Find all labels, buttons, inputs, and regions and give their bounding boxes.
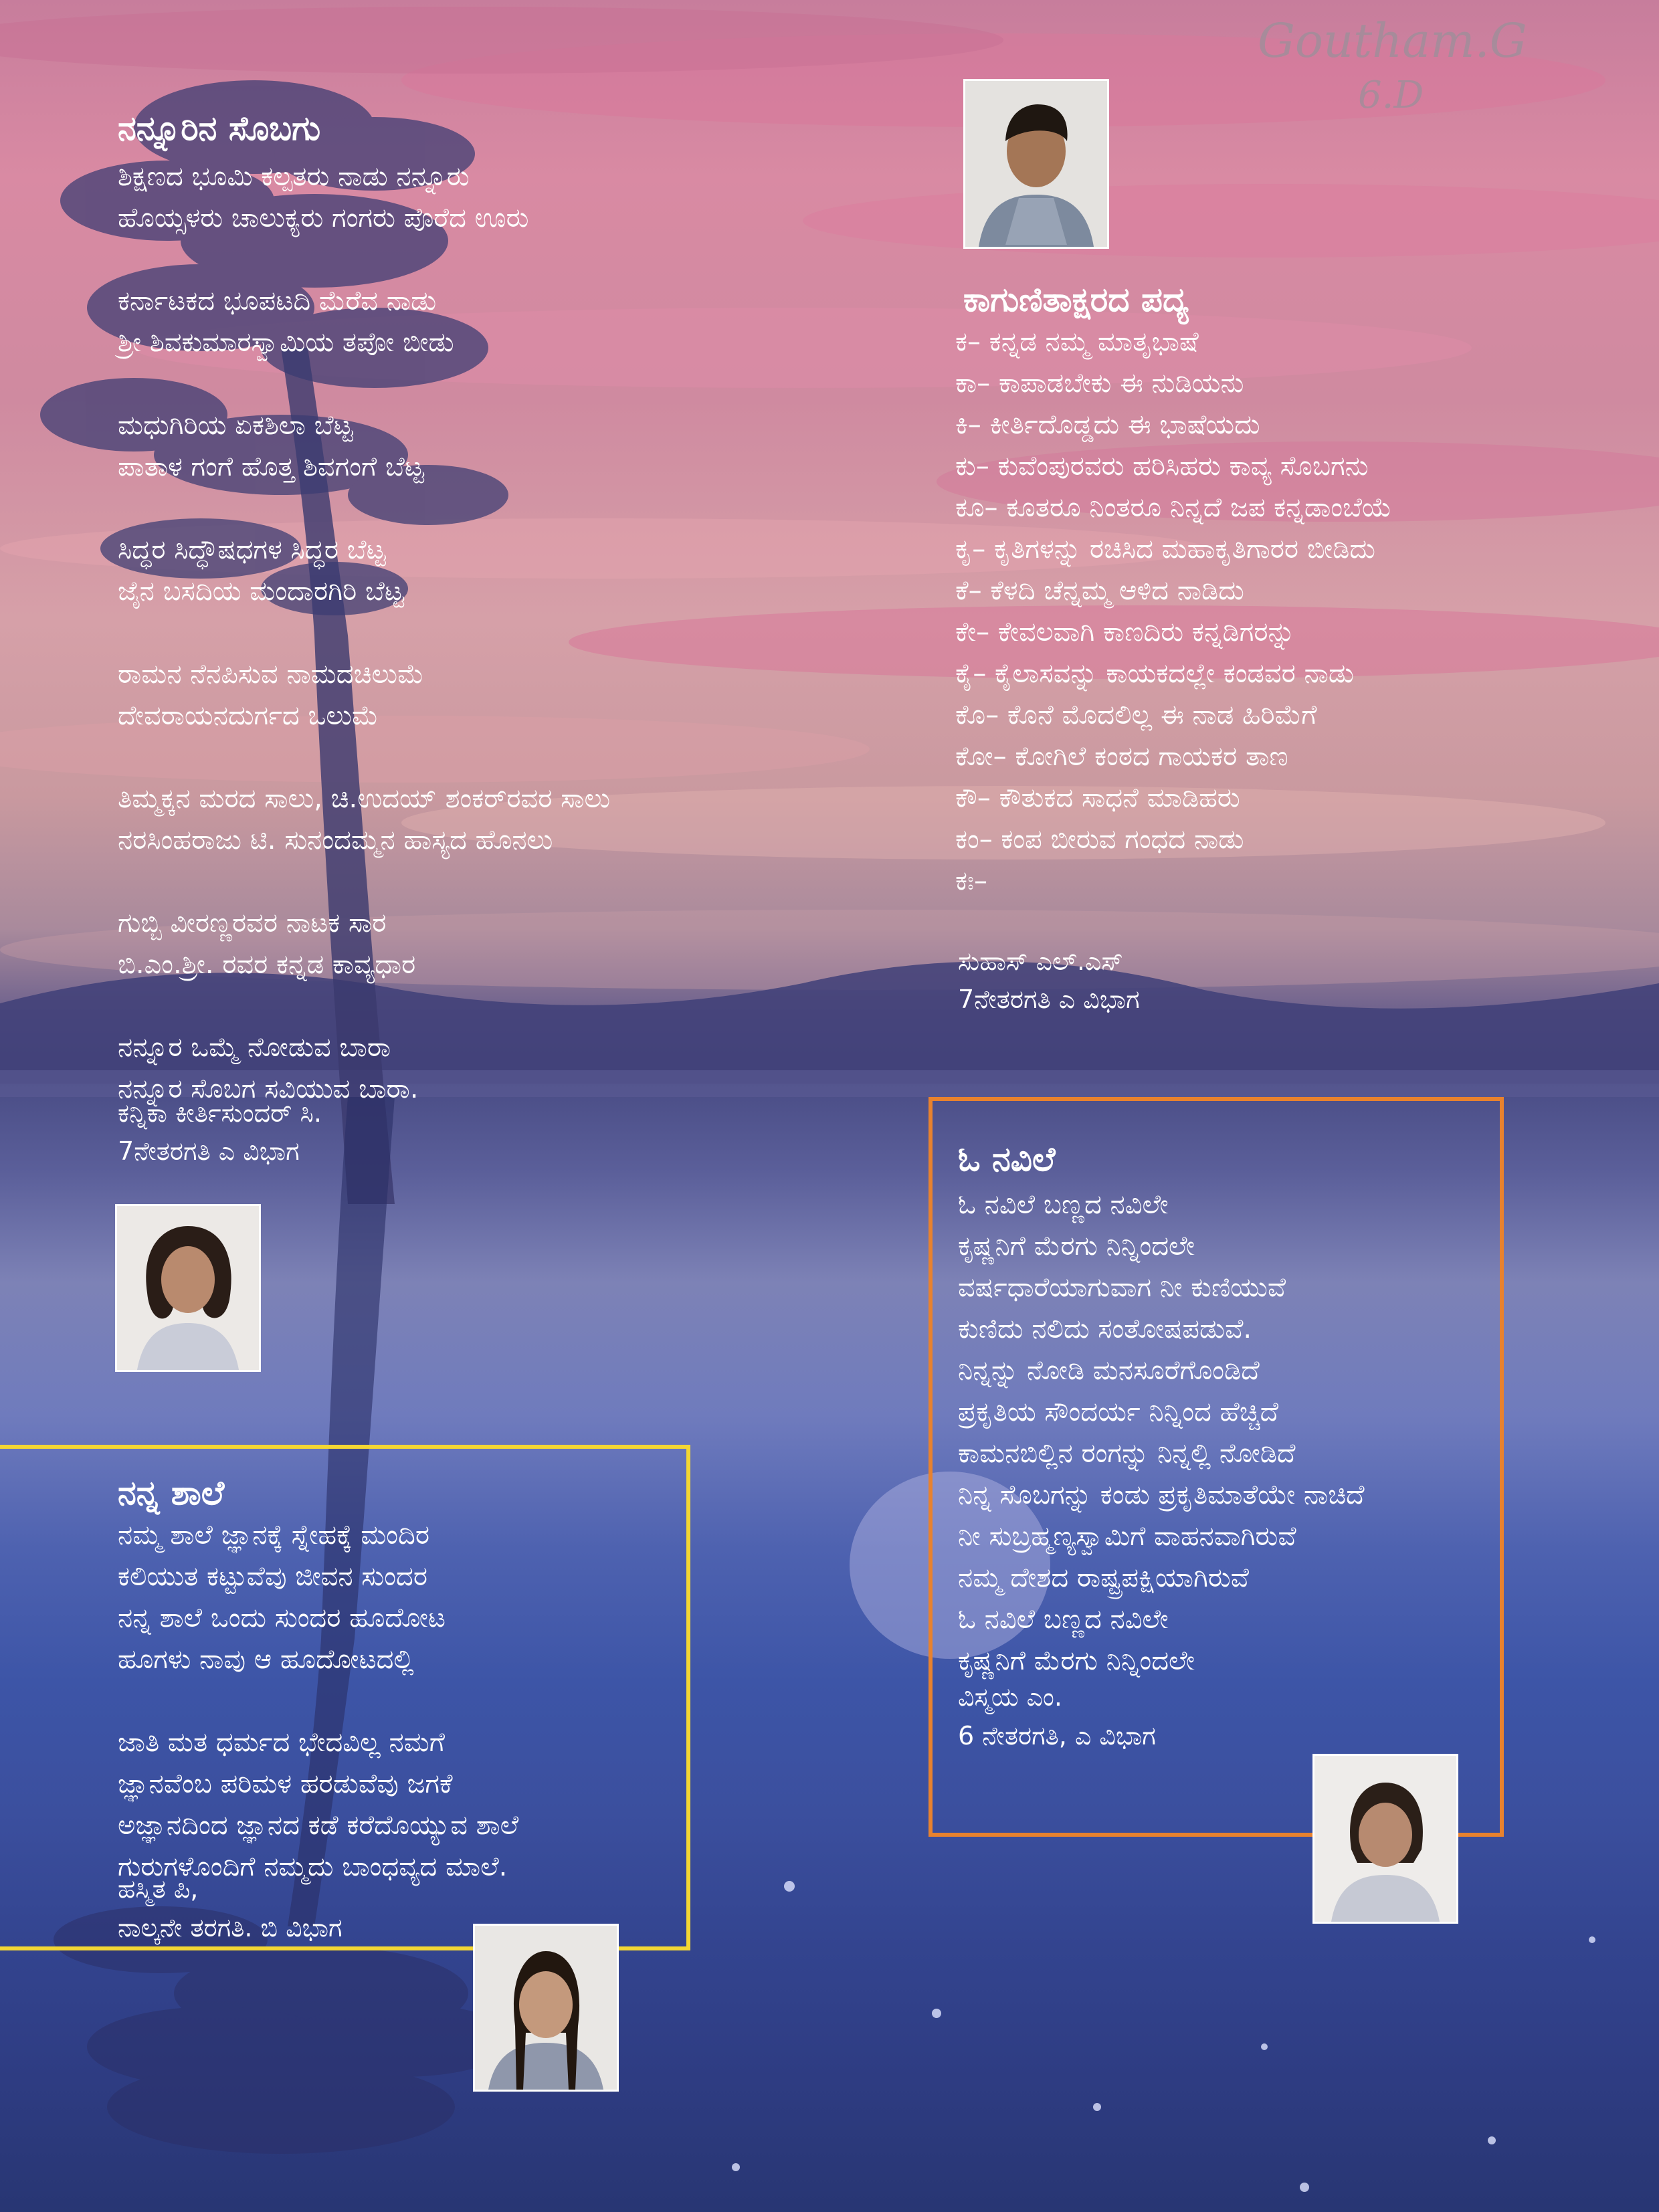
poem1-author-photo — [115, 1204, 261, 1372]
poem-line: ನನ್ನೂರ ಸೊಬಗ ಸವಿಯುವ ಬಾರಾ. — [118, 1074, 419, 1104]
poem-line: ಕೇ– ಕೇವಲವಾಗಿ ಕಾಣದಿರು ಕನ್ನಡಿಗರನ್ನು — [955, 617, 1295, 647]
poem4-lines — [118, 1514, 518, 1888]
poem-line: ಪ್ರಕೃತಿಯ ಸೌಂದರ್ಯ ನಿನ್ನಿಂದ ಹೆಚ್ಚಿದೆ — [958, 1397, 1279, 1427]
poem1-title: ನನ್ನೂರಿನ ಸೊಬಗು — [118, 109, 321, 148]
stanza-gap — [118, 736, 610, 778]
stanza-gap — [118, 861, 610, 902]
poem-line: ವರ್ಷಧಾರೆಯಾಗುವಾಗ ನೀ ಕುಣಿಯುವೆ — [958, 1272, 1286, 1303]
poem-line: ನನ್ನೂರ ಒಮ್ಮೆ ನೋಡುವ ಬಾರಾ — [118, 1032, 391, 1063]
poem2-author-photo — [963, 79, 1109, 249]
poem-line: ಕರ್ನಾಟಕದ ಭೂಪಟದಿ ಮೆರೆವ ನಾಡು — [118, 286, 437, 316]
artist-class: 6.D — [1358, 74, 1424, 117]
poem-line: ಹೊಯ್ಸಳರು ಚಾಲುಕ್ಯರು ಗಂಗರು ಪೊರೆದ ಊರು — [118, 203, 529, 233]
poem-line: ಕೃ– ಕೃತಿಗಳನ್ನು ರಚಿಸಿದ ಮಹಾಕೃತಿಗಾರರ ಬೀಡಿದು — [955, 534, 1375, 565]
poem4-author-photo — [473, 1924, 619, 2092]
poem-line: ಕ– ಕನ್ನಡ ನಮ್ಮ ಮಾತೃಭಾಷೆ — [955, 326, 1199, 357]
poem-line: ಬಿ.ಎಂ.ಶ್ರೀ. ರವರ ಕನ್ನಡ ಕಾವ್ಯಧಾರ — [118, 949, 416, 980]
poem-line: ದೇವರಾಯನದುರ್ಗದ ಒಲುಮೆ — [118, 700, 379, 731]
poem-line: ರಾಮನ ನೆನಪಿಸುವ ನಾಮದಚಿಲುಮೆ — [118, 659, 424, 690]
poem-line: ಅಜ್ಞಾನದಿಂದ ಜ್ಞಾನದ ಕಡೆ ಕರೆದೊಯ್ಯುವ ಶಾಲೆ — [118, 1810, 519, 1841]
poem-line: ಕುಣಿದು ನಲಿದು ಸಂತೋಷಪಡುವೆ. — [958, 1314, 1252, 1344]
poem-line: ಕು– ಕುವೆಂಪುರವರು ಹರಿಸಿಹರು ಕಾವ್ಯ ಸೊಬಗನು — [955, 451, 1369, 482]
poem-line: ಕೂ– ಕೂತರೂ ನಿಂತರೂ ನಿನ್ನದೆ ಜಪ ಕನ್ನಡಾಂಬೆಯೆ — [955, 492, 1392, 523]
poem-line: ಕೃಷ್ಣನಿಗೆ ಮೆರಗು ನಿನ್ನಿಂದಲೇ — [958, 1231, 1195, 1262]
poem-line: ನೀ ಸುಬ್ರಹ್ಮಣ್ಯಸ್ವಾಮಿಗೆ ವಾಹನವಾಗಿರುವೆ — [958, 1521, 1296, 1552]
poem-line: ಶ್ರೀ ಶಿವಕುಮಾರಸ್ವಾಮಿಯ ತಪೋ ಬೀಡು — [118, 327, 454, 358]
poem2-lines — [955, 321, 1392, 902]
poem2-title: ಕಾಗುಣಿತಾಕ್ಷರದ ಪದ್ಯ — [963, 280, 1189, 319]
poem-line: ಶಿಕ್ಷಣದ ಭೂಮಿ ಕಲ್ಪತರು ನಾಡು ನನ್ನೂರು — [118, 161, 470, 192]
stanza-gap — [118, 1680, 518, 1722]
poem3-title: ಓ ನವಿಲೆ — [958, 1140, 1056, 1179]
poem-line: ಓ ನವಿಲೆ ಬಣ್ಣದ ನವಿಲೇ — [958, 1604, 1169, 1635]
poem4-author-class: ನಾಲ್ಕನೇ ತರಗತಿ. ಬಿ ವಿಭಾಗ — [118, 1913, 343, 1942]
poem-line: ಓ ನವಿಲೆ ಬಣ್ಣದ ನವಿಲೇ — [958, 1189, 1169, 1220]
stanza-gap — [118, 488, 610, 529]
poem-line: ಕೊ– ಕೊನೆ ಮೊದಲಿಲ್ಲ ಈ ನಾಡ ಹಿರಿಮೆಗೆ — [955, 700, 1317, 730]
stanza-gap — [118, 239, 610, 280]
poem-line: ಕಲಿಯುತ ಕಟ್ಟುವೆವು ಜೀವನ ಸುಂದರ — [118, 1561, 427, 1592]
poem-line: ಕೋ– ಕೋಗಿಲೆ ಕಂಠದ ಗಾಯಕರ ತಾಣ — [955, 741, 1288, 772]
poem-line: ಸಿದ್ಧರ ಸಿದ್ಧೌಷಧಗಳ ಸಿದ್ಧರ ಬೆಟ್ಟ — [118, 534, 386, 565]
poem2-author-class: 7ನೇತರಗತಿ ಎ ವಿಭಾಗ — [958, 985, 1140, 1014]
artist-signature: Goutham.G — [1258, 13, 1527, 68]
poem-line: ಪಾತಾಳ ಗಂಗೆ ಹೊತ್ತ ಶಿವಗಂಗೆ ಬೆಟ್ಟ — [118, 451, 424, 482]
poem-line: ಕೆ– ಕೆಳದಿ ಚೆನ್ನಮ್ಮ ಆಳಿದ ನಾಡಿದು — [955, 575, 1244, 606]
poem-line: ಗುಬ್ಬಿ ವೀರಣ್ಣರವರ ನಾಟಕ ಸಾರ — [118, 908, 387, 938]
stanza-gap — [118, 612, 610, 653]
poem-line: ಕೌ– ಕೌತುಕದ ಸಾಧನೆ ಮಾಡಿಹರು — [955, 783, 1240, 813]
poem1-author-name: ಕನ್ನಿಕಾ ಕೀರ್ತಿಸುಂದರ್ ಸಿ. — [118, 1098, 322, 1128]
poem1-lines — [118, 156, 610, 1110]
poem4-title: ನನ್ನ ಶಾಲೆ — [118, 1474, 225, 1512]
poem-line: ಕೈ– ಕೈಲಾಸವನ್ನು ಕಾಯಕದಲ್ಲೇ ಕಂಡವರ ನಾಡು — [955, 658, 1355, 689]
poem-line: ನಿನ್ನ ಸೊಬಗನ್ನು ಕಂಡು ಪ್ರಕೃತಿಮಾತೆಯೇ ನಾಚಿದೆ — [958, 1480, 1365, 1510]
poem-line: ಗುರುಗಳೊಂದಿಗೆ ನಮ್ಮದು ಬಾಂಧವ್ಯದ ಮಾಲೆ. — [118, 1851, 508, 1882]
poem3-author-class: 6 ನೇತರಗತಿ, ಎ ವಿಭಾಗ — [958, 1721, 1156, 1750]
poem-line: ಕಿ– ಕೀರ್ತಿದೊಡ್ಡದು ಈ ಭಾಷೆಯದು — [955, 409, 1260, 440]
poem3-author-photo — [1312, 1754, 1458, 1924]
poem-line: ನನ್ನ ಶಾಲೆ ಒಂದು ಸುಂದರ ಹೂದೋಟ — [118, 1603, 446, 1633]
poem-line: ಜೈನ ಬಸದಿಯ ಮಂದಾರಗಿರಿ ಬೆಟ್ಟ — [118, 576, 404, 607]
poem-line: ಜಾತಿ ಮತ ಧರ್ಮದ ಭೇದವಿಲ್ಲ ನಮಗೆ — [118, 1727, 446, 1758]
poem-line: ನಮ್ಮ ಶಾಲೆ ಜ್ಞಾನಕ್ಕೆ ಸ್ನೇಹಕ್ಕೆ ಮಂದಿರ — [118, 1520, 429, 1550]
stanza-gap — [118, 363, 610, 405]
poem-line: ನಮ್ಮ ದೇಶದ ರಾಷ್ಟ್ರಪಕ್ಷಿಯಾಗಿರುವೆ — [958, 1563, 1249, 1593]
poem-line: ಮಧುಗಿರಿಯ ಏಕಶಿಲಾ ಬೆಟ್ಟ — [118, 410, 353, 441]
poem-line: ತಿಮ್ಮಕ್ಕನ ಮರದ ಸಾಲು, ಚಿ.ಉದಯ್ ಶಂಕರ್‌ರವರ ಸಾಲು — [118, 783, 611, 814]
poem-line: ಹೂಗಳು ನಾವು ಆ ಹೂದೋಟದಲ್ಲಿ — [118, 1644, 414, 1675]
poem-line: ಜ್ಞಾನವೆಂಬ ಪರಿಮಳ ಹರಡುವೆವು ಜಗಕೆ — [118, 1769, 453, 1799]
poem-line: ನರಸಿಂಹರಾಜು ಟಿ. ಸುನಂದಮ್ಮನ ಹಾಸ್ಯದ ಹೊನಲು — [118, 825, 553, 856]
stanza-gap — [118, 985, 610, 1027]
poem-line: ಕಂ– ಕಂಪ ಬೀರುವ ಗಂಧದ ನಾಡು — [955, 824, 1244, 855]
poem2-author-name: ಸುಹಾಸ್ ಎಲ್.ಎಸ್ — [958, 946, 1123, 976]
poem-line: ಕಾಮನಬಿಲ್ಲಿನ ರಂಗನ್ನು ನಿನ್ನಲ್ಲಿ ನೋಡಿದೆ — [958, 1438, 1296, 1469]
poem3-author-name: ವಿಸ್ಮಯ ಎಂ. — [958, 1682, 1062, 1712]
poem4-author-name: ಹಸ್ಮಿತ ಪಿ, — [118, 1874, 199, 1904]
poem1-author-class: 7ನೇತರಗತಿ ಎ ವಿಭಾಗ — [118, 1136, 300, 1166]
poem-line: ಕಾ– ಕಾಪಾಡಬೇಕು ಈ ನುಡಿಯನು — [955, 368, 1244, 399]
poem-line: ಕೃಷ್ಣನಿಗೆ ಮೆರಗು ನಿನ್ನಿಂದಲೇ — [958, 1645, 1195, 1676]
poem-line: ನಿನ್ನನ್ನು ನೋಡಿ ಮನಸೂರೆಗೊಂಡಿದೆ — [958, 1355, 1260, 1386]
poem3-lines — [958, 1184, 1365, 1682]
poem-line: ಕಃ– — [955, 866, 987, 896]
